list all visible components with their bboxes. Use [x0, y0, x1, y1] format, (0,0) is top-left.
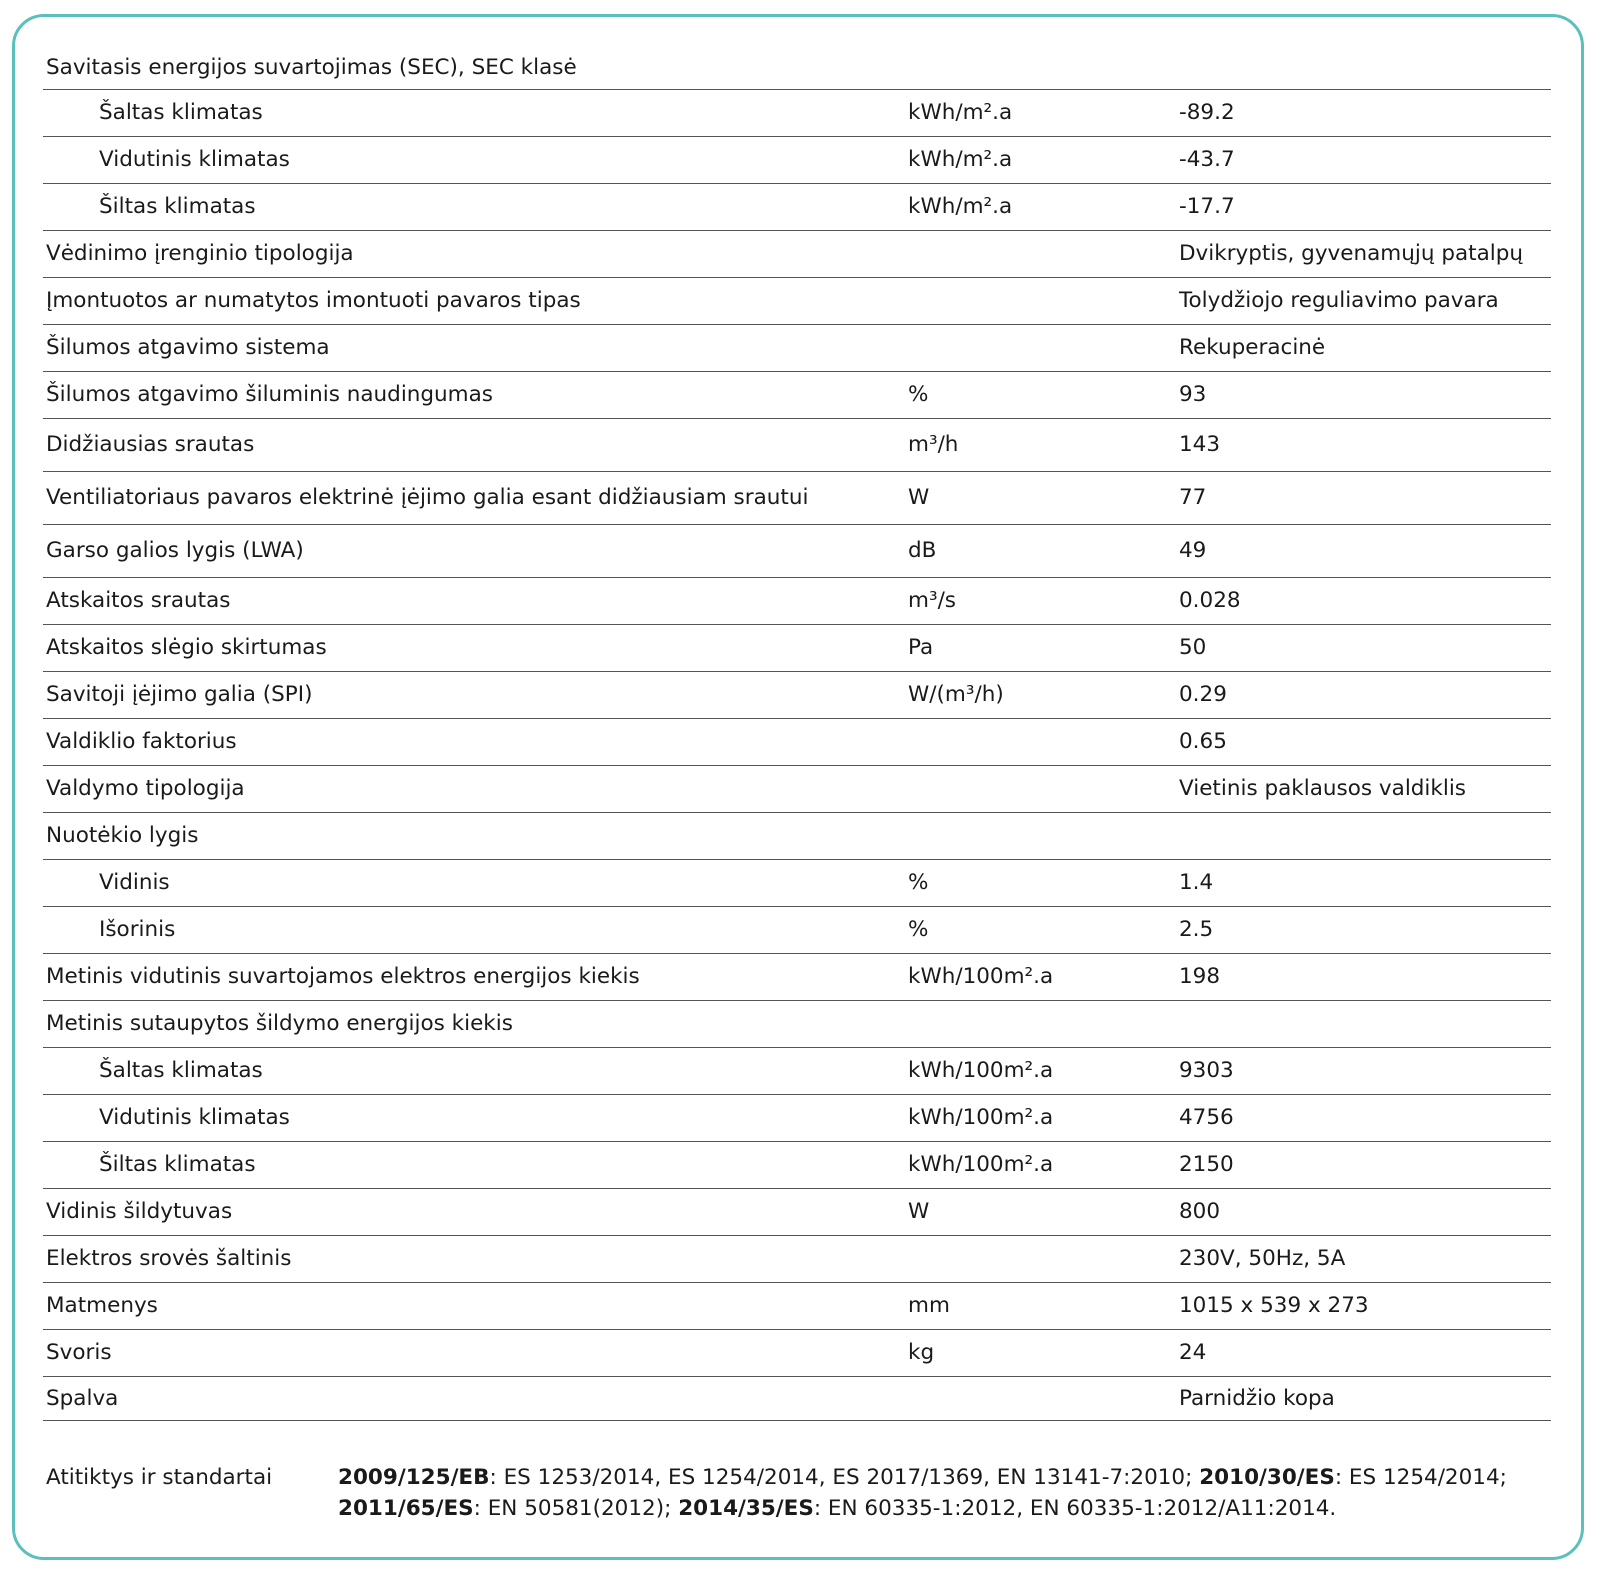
spec-label: Vidinis šildytuvas [46, 1199, 233, 1225]
spec-label: Valdymo tipologija [46, 776, 245, 802]
spec-row [43, 672, 1551, 719]
spec-unit: kWh/100m².a [908, 1105, 1054, 1131]
spec-value: 24 [1179, 1340, 1207, 1366]
spec-label: Metinis sutaupytos šildymo energijos kiekis [46, 1011, 513, 1037]
spec-value: 50 [1179, 635, 1207, 661]
spec-label: Šilumos atgavimo sistema [46, 335, 330, 361]
spec-value: 2.5 [1179, 917, 1214, 943]
directive-text-1: : ES 1253/2014, ES 1254/2014, ES 2017/1369, EN 13141-7:2010; [489, 1465, 1200, 1490]
directive-text-4: : EN 60335-1:2012, EN 60335-1:2012/A11:2014. [813, 1496, 1337, 1521]
spec-value: 77 [1179, 485, 1207, 511]
directive-2011-65: 2011/65/ES [338, 1496, 474, 1521]
spec-label: Savitoji įėjimo galia (SPI) [46, 682, 313, 708]
spec-label: Vidinis [99, 870, 170, 896]
spec-row [43, 525, 1551, 578]
spec-value: Dvikryptis, gyvenamųjų patalpų [1179, 241, 1523, 267]
spec-row [43, 954, 1551, 1001]
spec-value: 198 [1179, 964, 1221, 990]
spec-row [43, 578, 1551, 625]
spec-label: Vidutinis klimatas [99, 147, 290, 173]
spec-row [43, 1236, 1551, 1283]
directive-2009-125: 2009/125/EB [338, 1465, 490, 1490]
spec-row [43, 278, 1551, 325]
spec-row [43, 1095, 1551, 1142]
spec-value: 0.028 [1179, 588, 1241, 614]
spec-unit: m³/s [908, 588, 957, 614]
spec-label: Išorinis [99, 917, 176, 943]
spec-label: Šiltas klimatas [99, 194, 256, 220]
spec-value: 49 [1179, 538, 1207, 564]
spec-row [43, 813, 1551, 860]
spec-row [43, 47, 1551, 90]
spec-label: Šaltas klimatas [99, 100, 263, 126]
spec-unit: dB [908, 538, 937, 564]
spec-row [43, 1142, 1551, 1189]
spec-table [43, 47, 1551, 1421]
spec-value: 2150 [1179, 1152, 1234, 1178]
spec-label: Vėdinimo įrenginio tipologija [46, 241, 354, 267]
spec-unit: kg [908, 1340, 935, 1366]
spec-label: Savitasis energijos suvartojimas (SEC), SEC klasė [46, 55, 577, 81]
spec-unit: W [908, 1199, 930, 1225]
spec-label: Nuotėkio lygis [46, 823, 199, 849]
spec-value: -89.2 [1179, 100, 1235, 126]
directive-2014-35: 2014/35/ES [678, 1496, 814, 1521]
spec-value: Vietinis paklausos valdiklis [1179, 776, 1467, 802]
spec-row [43, 1048, 1551, 1095]
spec-label: Šilumos atgavimo šiluminis naudingumas [46, 382, 494, 408]
spec-label: Metinis vidutinis suvartojamos elektros energijos kiekis [46, 964, 640, 990]
spec-value: Tolydžiojo reguliavimo pavara [1179, 288, 1499, 314]
standards-section [46, 1462, 1566, 1524]
spec-row [43, 137, 1551, 184]
spec-value: 93 [1179, 382, 1207, 408]
spec-value: 0.29 [1179, 682, 1227, 708]
spec-value: 4756 [1179, 1105, 1234, 1131]
spec-label: Didžiausias srautas [46, 432, 255, 458]
spec-unit: kWh/m².a [908, 147, 1013, 173]
spec-row [43, 184, 1551, 231]
spec-row [43, 472, 1551, 525]
spec-row [43, 766, 1551, 813]
spec-unit: kWh/100m².a [908, 964, 1054, 990]
spec-unit: mm [908, 1293, 950, 1319]
spec-row [43, 907, 1551, 954]
spec-row [43, 90, 1551, 137]
spec-value: 1015 x 539 x 273 [1179, 1293, 1369, 1319]
spec-row [43, 1001, 1551, 1048]
spec-label: Spalva [46, 1385, 119, 1411]
spec-label: Valdiklio faktorius [46, 729, 237, 755]
spec-unit: kWh/100m².a [908, 1152, 1054, 1178]
spec-row [43, 860, 1551, 907]
spec-row [43, 1377, 1551, 1421]
standards-label: Atitiktys ir standartai [46, 1465, 273, 1490]
spec-value: Rekuperacinė [1179, 335, 1326, 361]
spec-row [43, 372, 1551, 419]
spec-unit: kWh/m².a [908, 194, 1013, 220]
standards-text [338, 1462, 1566, 1524]
spec-row [43, 625, 1551, 672]
spec-unit: kWh/100m².a [908, 1058, 1054, 1084]
spec-unit: m³/h [908, 432, 959, 458]
spec-label: Atskaitos srautas [46, 588, 231, 614]
spec-label: Elektros srovės šaltinis [46, 1246, 292, 1272]
spec-value: 0.65 [1179, 729, 1227, 755]
spec-row [43, 1189, 1551, 1236]
spec-value: Parnidžio kopa [1179, 1385, 1335, 1411]
directive-2010-30: 2010/30/ES [1199, 1465, 1335, 1490]
spec-value: 1.4 [1179, 870, 1214, 896]
spec-row [43, 231, 1551, 278]
spec-unit: W [908, 485, 930, 511]
spec-unit: % [908, 382, 929, 408]
spec-row [43, 419, 1551, 472]
spec-label: Ventiliatoriaus pavaros elektrinė įėjimo galia esant didžiausiam srautui [46, 485, 809, 511]
spec-label: Įmontuotos ar numatytos imontuoti pavaros tipas [46, 288, 581, 314]
spec-value: -17.7 [1179, 194, 1235, 220]
spec-label: Svoris [46, 1340, 112, 1366]
spec-label: Šiltas klimatas [99, 1152, 256, 1178]
spec-label: Atskaitos slėgio skirtumas [46, 635, 327, 661]
spec-value: 9303 [1179, 1058, 1234, 1084]
spec-label: Šaltas klimatas [99, 1058, 263, 1084]
spec-unit: Pa [908, 635, 934, 661]
spec-row [43, 719, 1551, 766]
directive-text-3: : EN 50581(2012); [473, 1496, 679, 1521]
spec-unit: % [908, 917, 929, 943]
spec-unit: kWh/m².a [908, 100, 1013, 126]
spec-label: Vidutinis klimatas [99, 1105, 290, 1131]
spec-row [43, 1330, 1551, 1377]
directive-text-2: : ES 1254/2014; [1334, 1465, 1507, 1490]
spec-row [43, 325, 1551, 372]
spec-value: 230V, 50Hz, 5A [1179, 1246, 1346, 1272]
spec-value: -43.7 [1179, 147, 1235, 173]
spec-value: 143 [1179, 432, 1221, 458]
spec-label: Garso galios lygis (LWA) [46, 538, 304, 564]
spec-unit: W/(m³/h) [908, 682, 1004, 708]
spec-value: 800 [1179, 1199, 1221, 1225]
spec-row [43, 1283, 1551, 1330]
spec-unit: % [908, 870, 929, 896]
spec-label: Matmenys [46, 1293, 158, 1319]
